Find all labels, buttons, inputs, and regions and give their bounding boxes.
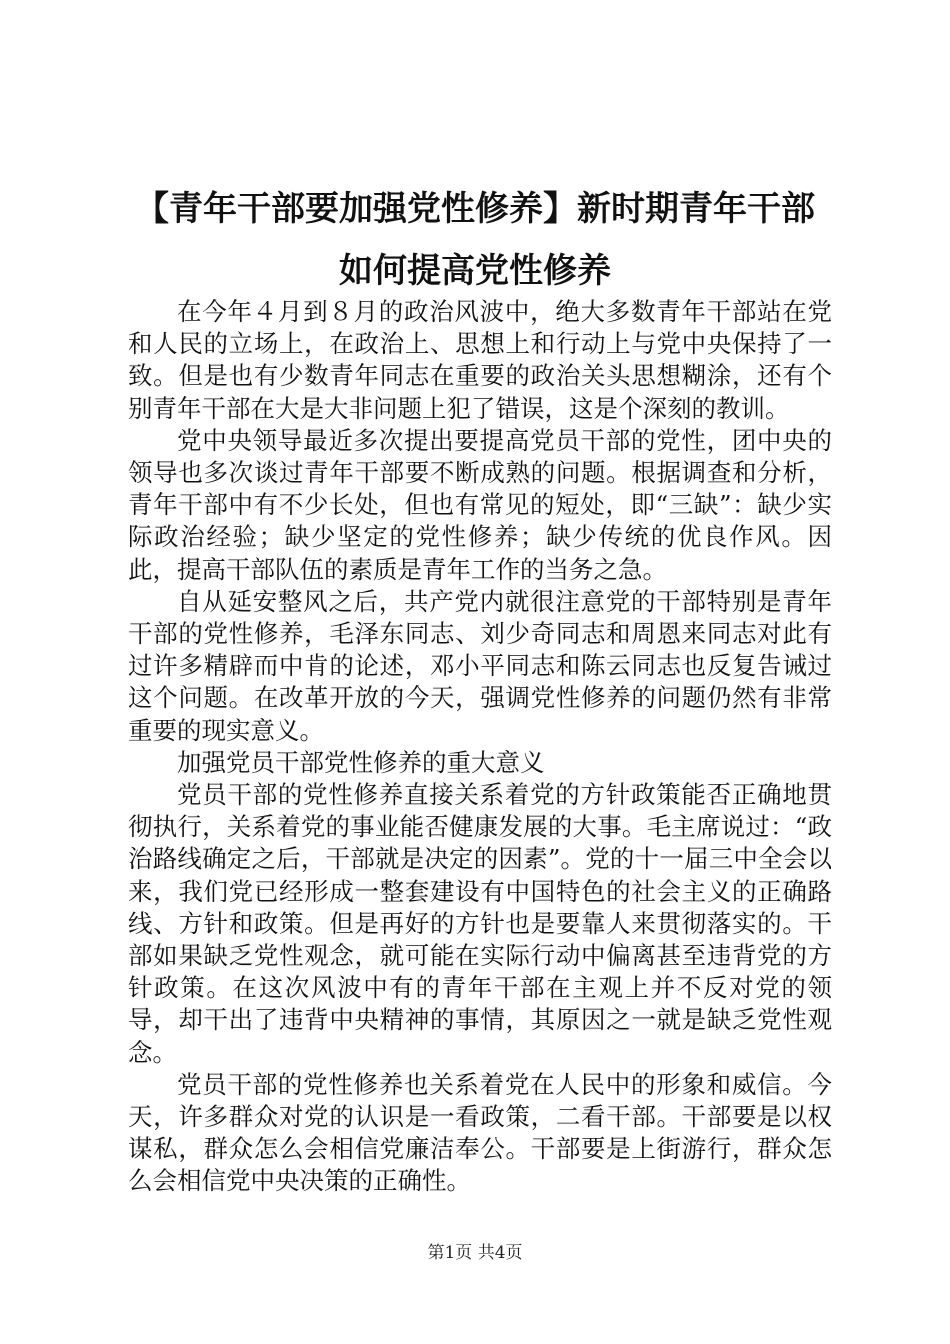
paragraph: 在今年４月到８月的政治风波中，绝大多数青年干部站在党和人民的立场上，在政治上、思想上和行动上与党中央保持了一致。但是也有少数青年同志在重要的政治关头思想糊涂，还有个别青年干部在大是大非问题上犯了错误，这是个深刻的教训。: [128, 297, 832, 423]
section-heading: 加强党员干部党性修养的重大意义: [177, 747, 545, 777]
title-line-1: 【青年干部要加强党性修养】新时期青年干部: [135, 189, 815, 229]
page-footer: 第1页 共4页: [427, 1243, 523, 1263]
paragraph: 自从延安整风之后，共产党内就很注意党的干部特别是青年干部的党性修养，毛泽东同志、刘少奇同志和周恩来同志对此有过许多精辟而中肯的论述，邓小平同志和陈云同志也反复告诫过这个问题。在改革开放的今天，强调党性修养的问题仍然有非常重要的现实意义。: [128, 586, 832, 745]
paragraph: 党员干部的党性修养直接关系着党的方针政策能否正确地贯彻执行，关系着党的事业能否健康发展的大事。毛主席说过：“政治路线确定之后，干部就是决定的因素”。党的十一届三中全会以来，我们党已经形成一整套建设有中国特色的社会主义的正确路线、方针和政策。但是再好的方针也是要靠人来贯彻落实的。干部如果缺乏党性观念，就可能在实际行动中偏离甚至违背党的方针政策。在这次风波中有的青年干部在主观上并不反对党的领导，却干出了违背中央精神的事情，其原因之一就是缺乏党性观念。: [128, 780, 832, 1067]
document-title: [100, 178, 850, 302]
title-line-2: 如何提高党性修养: [339, 251, 611, 291]
paragraph: 党员干部的党性修养也关系着党在人民中的形象和威信。今天，许多群众对党的认识是一看政策，二看干部。干部要是以权谋私，群众怎么会相信党廉洁奉公。干部要是上街游行，群众怎么会相信党中央决策的正确性。: [128, 1069, 832, 1196]
document-body: [128, 296, 832, 1198]
paragraph: 党中央领导最近多次提出要提高党员干部的党性，团中央的领导也多次谈过青年干部要不断成熟的问题。根据调查和分析，青年干部中有不少长处，但也有常见的短处，即“三缺”：缺少实际政治经验；缺少坚定的党性修养；缺少传统的优良作风。因此，提高干部队伍的素质是青年工作的当务之急。: [128, 425, 832, 584]
